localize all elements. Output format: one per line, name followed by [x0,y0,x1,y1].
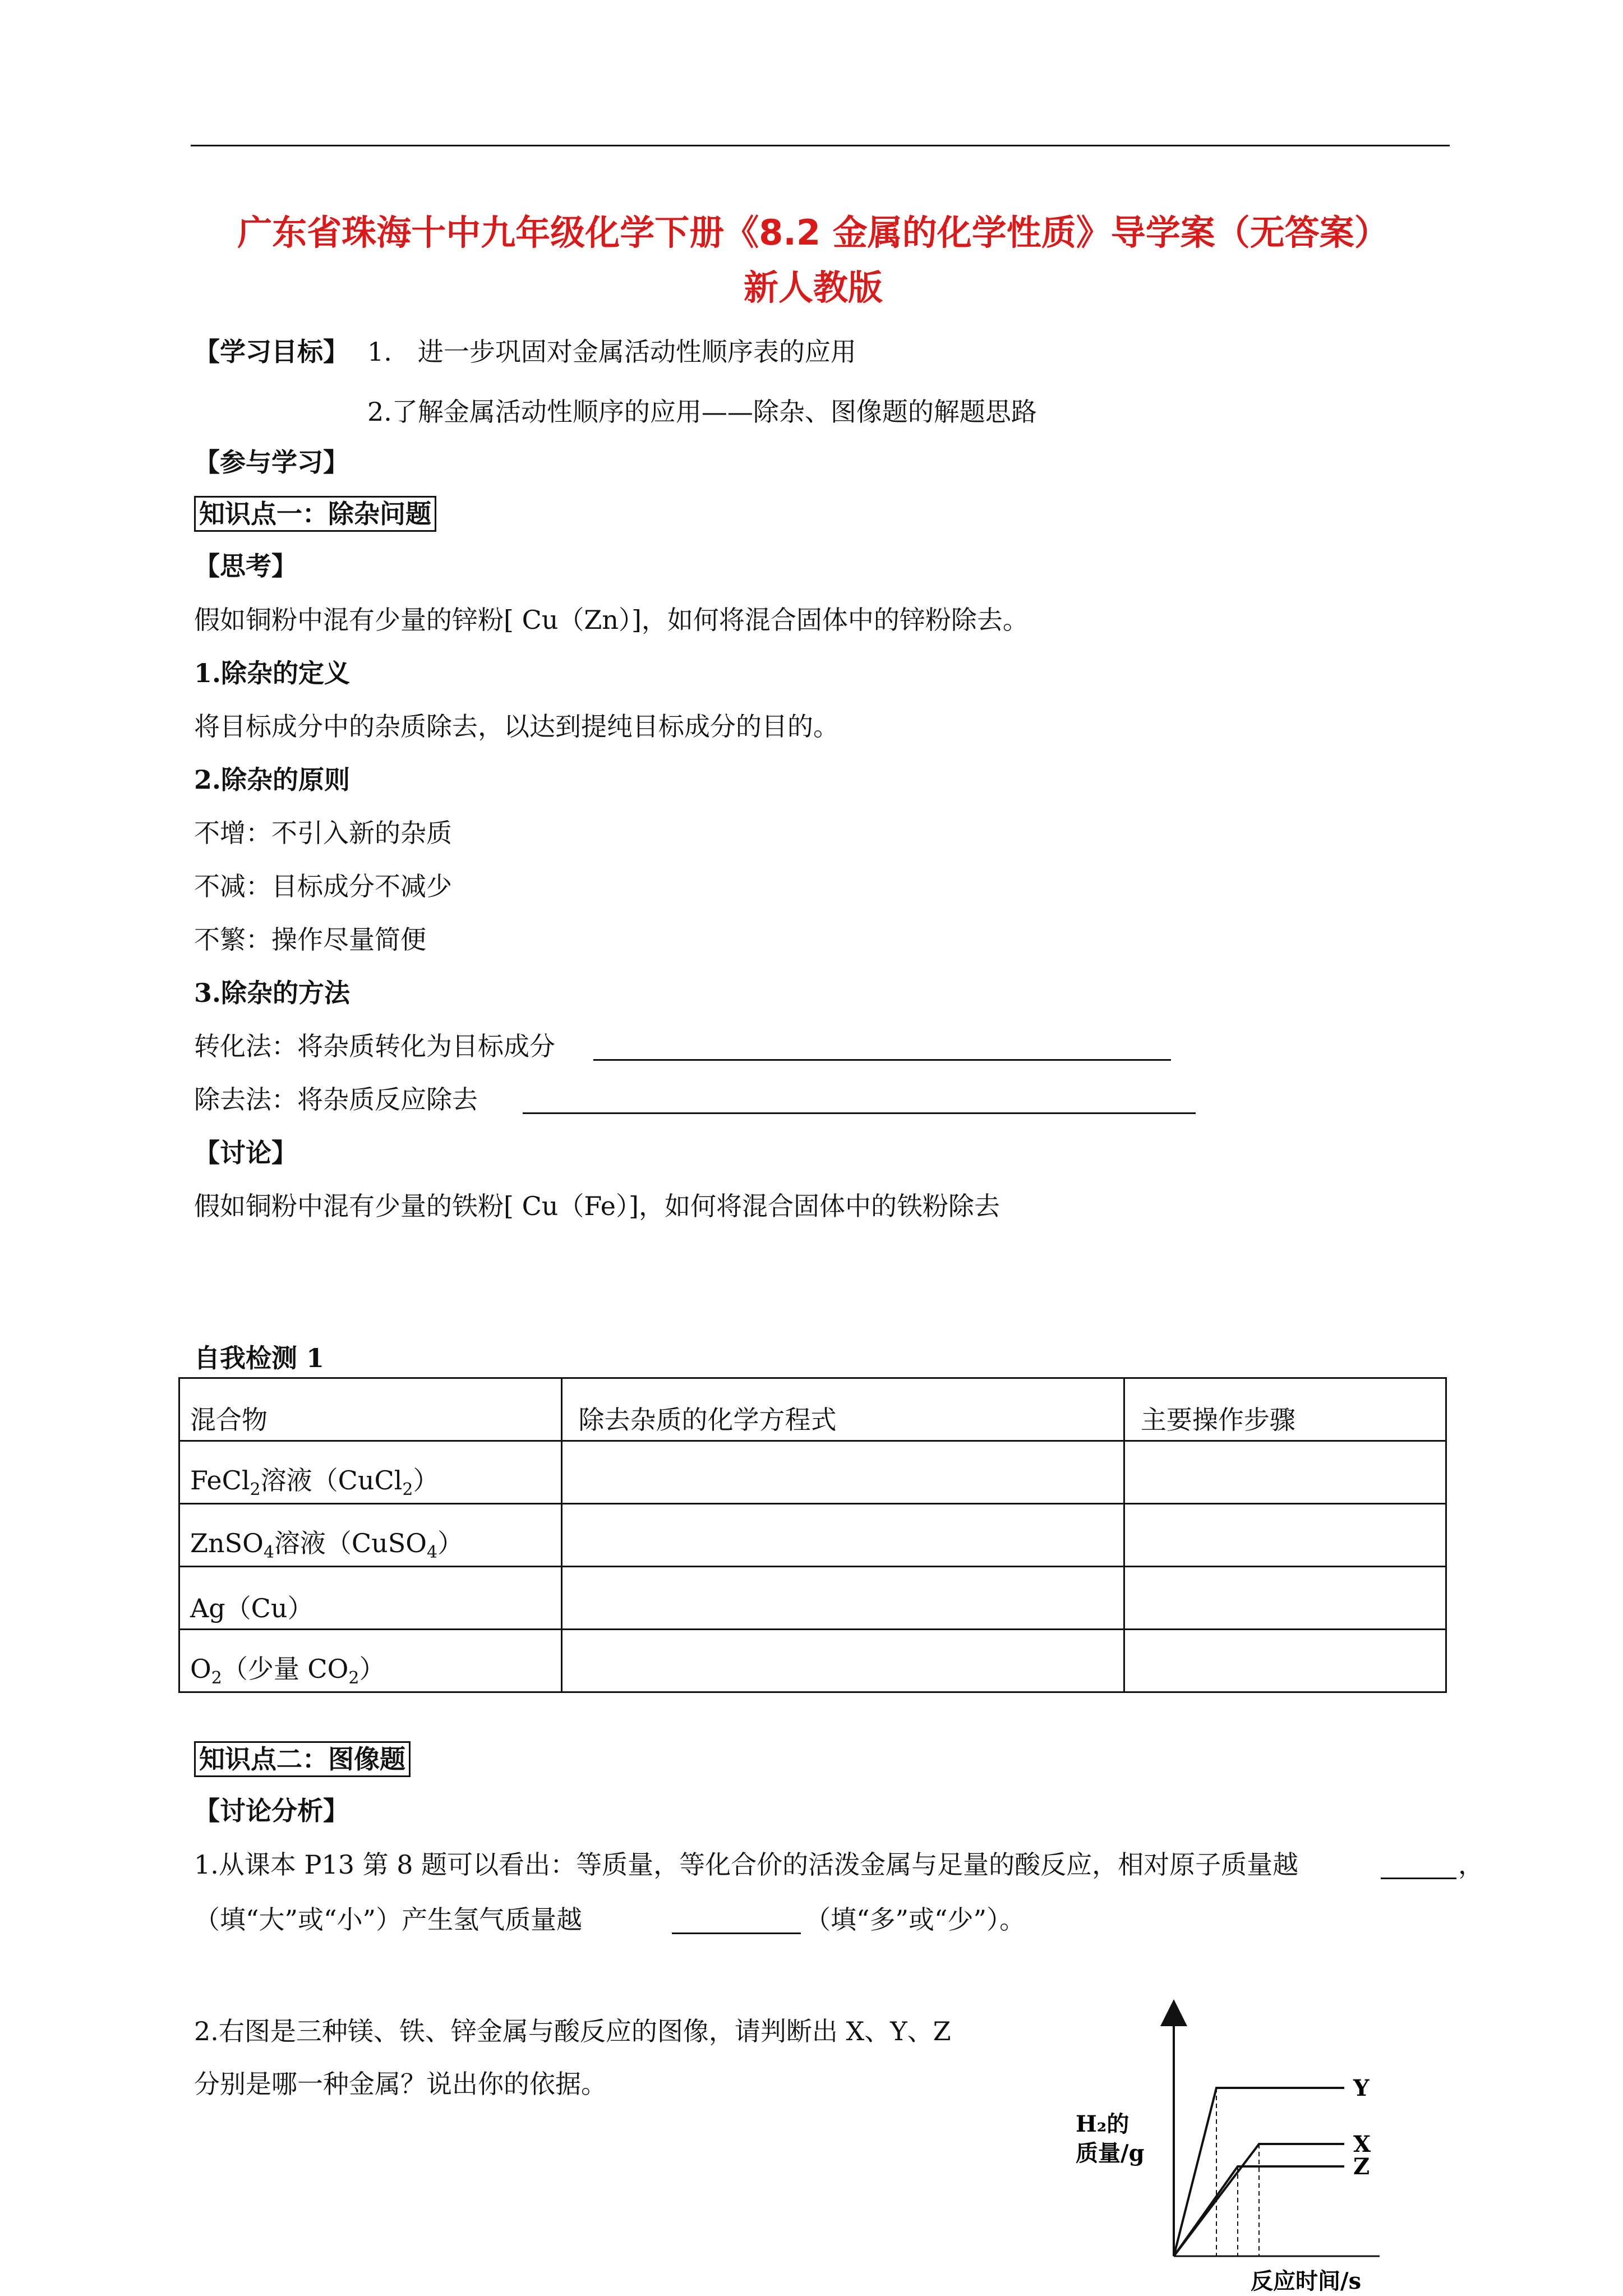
kp2-heading: 知识点二：图像题 [194,1741,411,1777]
principle-1: 不增：不引入新的杂质 [194,818,452,848]
steps-cell[interactable] [1124,1504,1446,1567]
page-subtitle: 新人教版 [743,267,883,308]
metal-reaction-chart [1066,1997,1436,2296]
table-row [179,1630,1446,1692]
table-header-row [179,1378,1446,1441]
kp2-discuss-label: 【讨论分析】 [194,1796,349,1826]
q1-blank-1[interactable] [1381,1878,1456,1879]
header-mixture: 混合物 [179,1378,562,1441]
selfcheck-table [178,1377,1447,1693]
series-label-y: Y [1353,2075,1370,2101]
q1-blank-2[interactable] [672,1932,801,1934]
steps-cell[interactable] [1124,1567,1446,1630]
discuss-text: 假如铜粉中混有少量的铁粉[ Cu（Fe）]，如何将混合固体中的铁粉除去 [194,1191,1000,1221]
table-row [179,1567,1446,1630]
header-steps: 主要操作步骤 [1124,1378,1446,1441]
q1-line2-end: （填“多”或“少”）。 [805,1904,1026,1935]
mixture-cell: Ag（Cu） [179,1567,562,1630]
think-label: 【思考】 [194,551,297,581]
mixture-cell: ZnSO$_4$溶液（CuSO$_4$） [179,1504,562,1567]
series-label-x: X [1353,2131,1371,2157]
q1-line1-end: ， [1458,1849,1484,1880]
table-row [179,1441,1446,1504]
y-axis-label-2: 质量/g [1076,2140,1145,2166]
equation-cell[interactable] [562,1567,1124,1630]
method-2-blank[interactable] [523,1112,1196,1114]
principle-3: 不繁：操作尽量简便 [194,924,426,955]
method-heading: 3.除杂的方法 [194,978,351,1008]
q2-line1: 2.右图是三种镁、铁、锌金属与酸反应的图像，请判断出 X、Y、Z [194,2016,951,2046]
selfcheck-title: 自我检测 1 [194,1343,325,1373]
q1-line2: （填“大”或“小”）产生氢气质量越 [194,1904,583,1935]
definition-heading: 1.除杂的定义 [194,658,351,688]
q2-line2: 分别是哪一种金属？说出你的依据。 [194,2069,607,2099]
steps-cell[interactable] [1124,1441,1446,1504]
kp1-heading: 知识点一：除杂问题 [194,496,436,532]
table-row [179,1504,1446,1567]
mixture-cell: FeCl$_2$溶液（CuCl$_2$） [179,1441,562,1504]
objective-1: 1. 进一步巩固对金属活动性顺序表的应用 [367,337,856,367]
equation-cell[interactable] [562,1504,1124,1567]
mixture-cell: $O_2$（少量 $CO_2$） [179,1630,562,1692]
principle-heading: 2.除杂的原则 [194,765,351,795]
principle-2: 不减：目标成分不减少 [194,871,452,901]
objectives-label: 【学习目标】 [194,337,349,367]
header-equation: 除去杂质的化学方程式 [562,1378,1124,1441]
equation-cell[interactable] [562,1630,1124,1692]
equation-cell[interactable] [562,1441,1124,1504]
q1-line1: 1.从课本 P13 第 8 题可以看出：等质量，等化合价的活泼金属与足量的酸反应，相对原子质量越 [194,1849,1299,1880]
top-rule [191,145,1450,146]
method-1: 转化法：将杂质转化为目标成分 [194,1031,555,1061]
definition-text: 将目标成分中的杂质除去，以达到提纯目标成分的目的。 [194,711,839,742]
x-axis-label: 反应时间/s [1251,2268,1362,2294]
think-text: 假如铜粉中混有少量的锌粉[ Cu（Zn）]，如何将混合固体中的锌粉除去。 [194,605,1029,635]
y-axis-label-1: H₂的 [1076,2111,1129,2137]
discuss-label: 【讨论】 [194,1138,297,1168]
objective-2: 2.了解金属活动性顺序的应用——除杂、图像题的解题思路 [367,397,1037,427]
chart-series [1174,2075,1371,2256]
series-label-z: Z [1353,2154,1370,2180]
method-1-blank[interactable] [593,1059,1171,1061]
method-2: 除去法：将杂质反应除去 [194,1084,478,1115]
page-title: 广东省珠海十中九年级化学下册《8.2 金属的化学性质》导学案（无答案） [237,212,1389,253]
steps-cell[interactable] [1124,1630,1446,1692]
participate-label: 【参与学习】 [194,447,349,477]
